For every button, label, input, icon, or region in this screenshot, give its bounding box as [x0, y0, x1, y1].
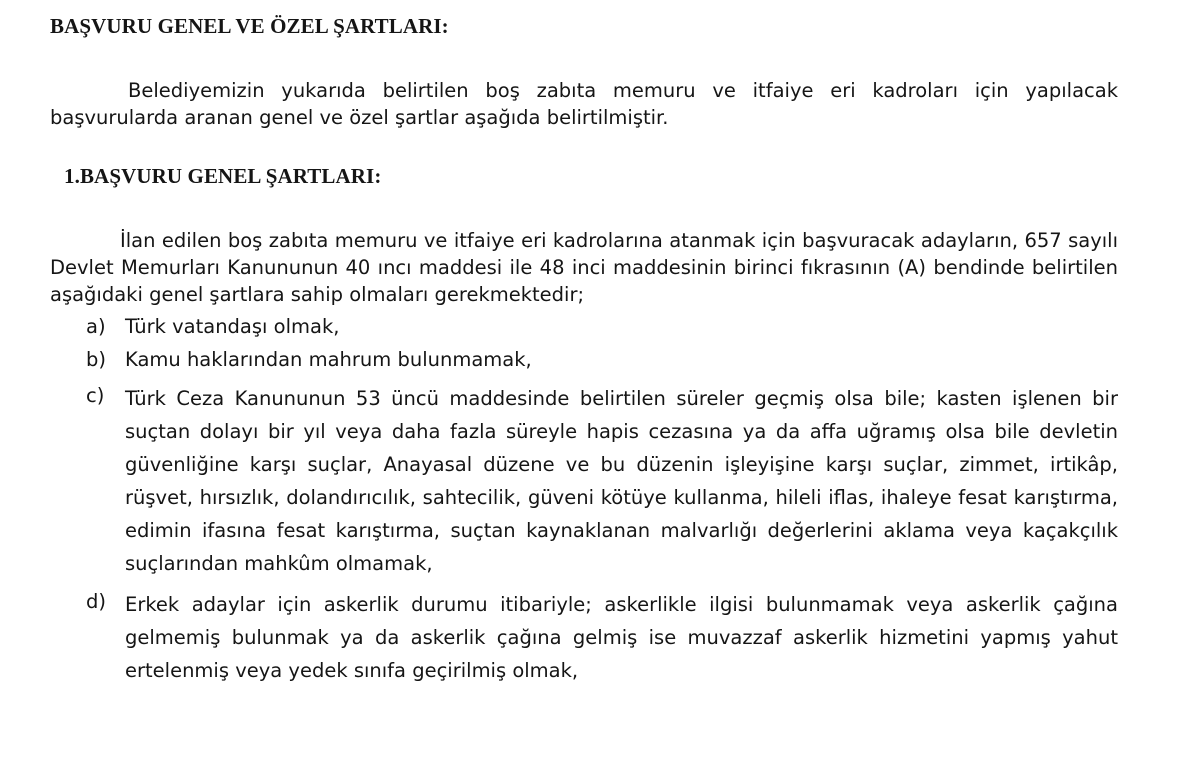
main-heading: BAŞVURU GENEL VE ÖZEL ŞARTLARI: [50, 14, 449, 38]
list-marker: d) [86, 590, 106, 613]
list-marker: c) [86, 384, 105, 407]
section-1-paragraph: İlan edilen boş zabıta memuru ve itfaiye eri kadrolarına atanmak için başvuracak adayların, 657 sayılı Devlet Memurları Kanununun 40 ıncı maddesi ile 48 inci maddesinin birinci fıkrasının (A) bendinde belirtilen aşağıdaki genel şartlara sahip olmaları gerekmektedir; [50, 229, 1118, 306]
intro-paragraph: Belediyemizin yukarıda belirtilen boş zabıta memuru ve itfaiye eri kadroları için yapılacak başvurularda aranan genel ve özel şartlar aşağıda belirtilmiştir. [50, 79, 1118, 129]
list-item-text: Türk Ceza Kanununun 53 üncü maddesinde belirtilen süreler geçmiş olsa bile; kasten işlenen bir suçtan dolayı bir yıl veya daha fazla süreyle hapis cezasına ya da affa uğramış olsa bile devletin güvenliğine karşı suçlar, Anayasal düzene ve bu düzenin işleyişine karşı suçlar, zimmet, irtikâp, rüşvet, hırsızlık, dolandırıcılık, sahtecilik, güveni kötüye kullanma, hileli iflas, ihaleye fesat karıştırma, edimin ifasına fesat karıştırma, suçtan kaynaklanan malvarlığı değerlerini aklama veya kaçakçılık suçlarından mahkûm olmamak, [125, 387, 1118, 575]
section-1-heading: 1.BAŞVURU GENEL ŞARTLARI: [64, 164, 382, 188]
list-item-text: Türk vatandaşı olmak, [125, 315, 340, 338]
list-item-text: Erkek adaylar için askerlik durumu itibariyle; askerlikle ilgisi bulunmamak veya askerlik çağına gelmemiş bulunmak ya da askerlik çağına gelmiş ise muvazzaf askerlik hizmetini yapmış yahut ertelenmiş veya yedek sınıfa geçirilmiş olmak, [125, 593, 1118, 682]
list-item-text: Kamu haklarından mahrum bulunmamak, [125, 348, 532, 371]
list-marker: a) [86, 315, 106, 338]
list-marker: b) [86, 348, 106, 371]
